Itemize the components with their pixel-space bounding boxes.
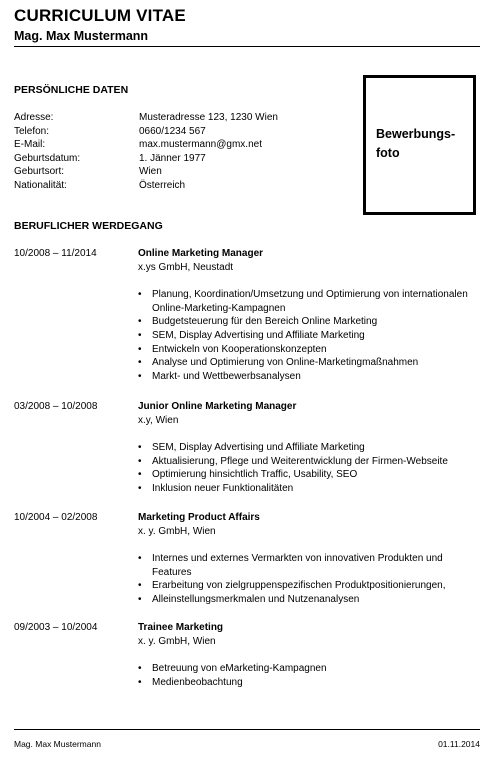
list-item: • Internes und externes Vermarkten von innovativen Produkten und Features xyxy=(138,552,480,579)
list-item: • Inklusion neuer Funktionalitäten xyxy=(138,482,480,496)
field-value: max.mustermann@gmx.net xyxy=(139,139,262,151)
job-period: 03/2008 – 10/2008 xyxy=(14,401,98,412)
list-item: • Planung, Koordination/Umsetzung und Optimierung von internationalen Online-Marketing-Kampagnen xyxy=(138,288,480,315)
field-label: Adresse: xyxy=(14,112,54,123)
personal-row-phone xyxy=(14,125,278,139)
list-item: • SEM, Display Advertising und Affiliate Marketing xyxy=(138,441,480,455)
job-period: 10/2008 – 11/2014 xyxy=(14,248,97,259)
section-heading-personal: PERSÖNLICHE DATEN xyxy=(14,84,129,96)
job-task-list xyxy=(138,441,480,495)
list-item: • Budgetsteuerung für den Bereich Online Marketing xyxy=(138,315,480,329)
footer-date: 01.11.2014 xyxy=(438,739,480,749)
list-item: • SEM, Display Advertising und Affiliate Marketing xyxy=(138,329,480,343)
personal-row-email xyxy=(14,138,278,152)
job-period: 09/2003 – 10/2004 xyxy=(14,622,98,633)
header-divider xyxy=(14,46,480,47)
field-value: 1. Jänner 1977 xyxy=(139,152,206,164)
personal-data-list xyxy=(14,111,278,193)
list-item: • Alleinstellungsmerkmalen und Nutzenanalysen xyxy=(138,593,480,607)
list-item: • Entwickeln von Kooperationskonzepten xyxy=(138,343,480,357)
footer-divider xyxy=(14,729,480,730)
job-company: x. y. GmbH, Wien xyxy=(138,525,216,537)
list-item: • Aktualisierung, Pflege und Weiterentwicklung der Firmen-Webseite xyxy=(138,455,480,469)
field-label: Nationalität: xyxy=(14,179,67,191)
job-task-list xyxy=(138,662,480,689)
section-heading-career: BERUFLICHER WERDEGANG xyxy=(14,220,163,232)
field-value: Musteradresse 123, 1230 Wien xyxy=(139,112,278,123)
document-title: CURRICULUM VITAE xyxy=(14,6,186,25)
list-item: • Betreuung von eMarketing-Kampagnen xyxy=(138,662,480,676)
photo-placeholder-label: Bewerbungs-foto xyxy=(376,127,456,160)
job-company: x.y, Wien xyxy=(138,414,179,426)
footer-name: Mag. Max Mustermann xyxy=(14,739,101,749)
field-label: Geburtsort: xyxy=(14,166,65,178)
job-details xyxy=(138,511,480,607)
list-item: • Analyse und Optimierung von Online-Marketingmaßnahmen xyxy=(138,356,480,370)
list-item: • Medienbeobachtung xyxy=(138,676,480,690)
field-value: Wien xyxy=(139,166,162,178)
personal-row-birthdate xyxy=(14,152,278,166)
job-task-list xyxy=(138,552,480,606)
applicant-name: Mag. Max Mustermann xyxy=(14,29,149,43)
job-company: x. y. GmbH, Wien xyxy=(138,635,216,647)
job-title: Marketing Product Affairs xyxy=(138,512,260,523)
job-task-list xyxy=(138,288,480,383)
field-label: Telefon: xyxy=(14,125,50,137)
job-company: x.ys GmbH, Neustadt xyxy=(138,261,234,273)
field-label: Geburtsdatum: xyxy=(14,152,81,164)
photo-placeholder xyxy=(363,75,476,215)
job-title: Trainee Marketing xyxy=(138,622,224,633)
list-item: • Erarbeitung von zielgruppenspezifischen Produktpositionierungen, xyxy=(138,579,480,593)
personal-row-birthplace xyxy=(14,165,278,179)
list-item: • Markt- und Wettbewerbsanalysen xyxy=(138,370,480,384)
job-details xyxy=(138,247,480,383)
job-title: Junior Online Marketing Manager xyxy=(138,401,297,412)
field-label: E-Mail: xyxy=(14,139,46,151)
field-value: Österreich xyxy=(139,179,186,191)
field-value: 0660/1234 567 xyxy=(139,125,206,137)
job-details xyxy=(138,621,480,689)
job-details xyxy=(138,400,480,496)
list-item: • Optimierung hinsichtlich Traffic, Usability, SEO xyxy=(138,468,480,482)
personal-row-nationality xyxy=(14,179,278,193)
job-title: Online Marketing Manager xyxy=(138,248,264,259)
job-period: 10/2004 – 02/2008 xyxy=(14,512,98,523)
personal-row-address xyxy=(14,111,278,125)
